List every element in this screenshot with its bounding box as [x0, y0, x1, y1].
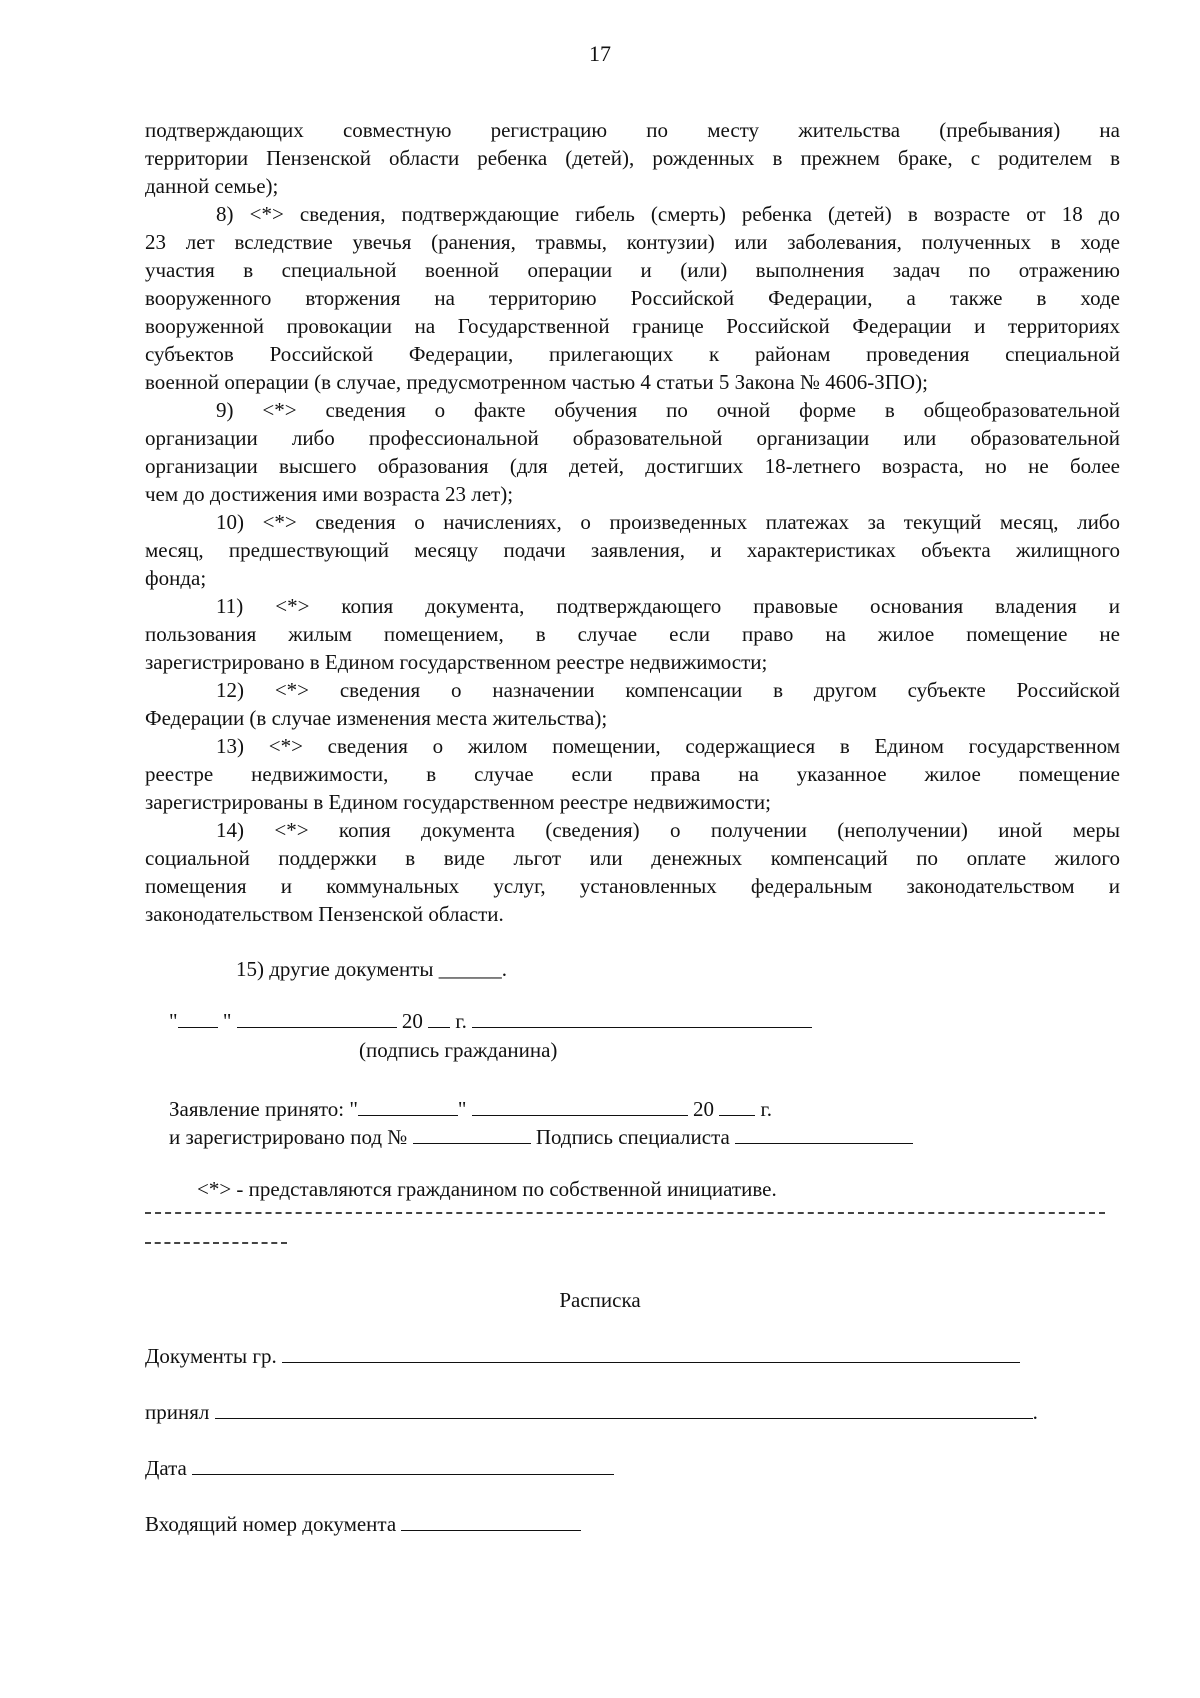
- text-line: фонда;: [145, 566, 207, 590]
- accepted-close-quote: ": [457, 1097, 467, 1121]
- text-line: вооруженного вторжения на территорию Российской Федерации, а также в ходе: [145, 286, 1120, 310]
- documents-citizen-blank[interactable]: [282, 1342, 1020, 1363]
- text-line: военной операции (в случае, предусмотренном частью 4 статьи 5 Закона № 4606-ЗПО);: [145, 370, 928, 394]
- text-line: данной семье);: [145, 174, 279, 198]
- receipt-accepted-line: [145, 1398, 1038, 1426]
- paragraph-11: [145, 592, 1120, 676]
- receipt-title: Расписка: [559, 1288, 641, 1312]
- accepted-day-blank[interactable]: [358, 1095, 458, 1116]
- incoming-number-blank[interactable]: [401, 1510, 581, 1531]
- date-label: Дата: [145, 1456, 187, 1480]
- specialist-signature-blank[interactable]: [735, 1123, 913, 1144]
- documents-label: Документы гр.: [145, 1344, 277, 1368]
- text-line: законодательством Пензенской области.: [145, 902, 504, 926]
- other-documents-line: 15) другие документы ______.: [236, 957, 508, 981]
- year-blank[interactable]: [428, 1007, 450, 1028]
- footnote-text: <*> - представляются гражданином по собственной инициативе.: [197, 1177, 777, 1201]
- registered-label: и зарегистрировано под №: [169, 1125, 408, 1149]
- text-line: субъектов Российской Федерации, прилегающих к районам проведения специальной: [145, 342, 1120, 366]
- accepted-month-blank[interactable]: [472, 1095, 688, 1116]
- signature-caption: (подпись гражданина): [359, 1038, 558, 1062]
- text-line: 23 лет вследствие увечья (ранения, травмы, контузии) или заболевания, полученных в ходе: [145, 230, 1120, 254]
- text-line: социальной поддержки в виде льгот или денежных компенсаций по оплате жилого: [145, 846, 1120, 870]
- text-line: пользования жилым помещением, в случае если право на жилое помещение не: [145, 622, 1120, 646]
- receipt-date-line: [145, 1454, 614, 1482]
- text-line: 11) <*> копия документа, подтверждающего правовые основания владения и: [216, 594, 1120, 618]
- dashed-separator-tail: [145, 1242, 287, 1244]
- receipt-documents-line: [145, 1342, 1020, 1370]
- month-blank[interactable]: [237, 1007, 397, 1028]
- text-line: 10) <*> сведения о начислениях, о произведенных платежах за текущий месяц, либо: [216, 510, 1120, 534]
- text-line: вооруженной провокации на Государственной границе Российской Федерации и территориях: [145, 314, 1120, 338]
- accepted-year-blank[interactable]: [719, 1095, 755, 1116]
- paragraph-8: [145, 200, 1120, 396]
- accepted-by-end: .: [1032, 1400, 1038, 1424]
- signature-line: [169, 1007, 812, 1035]
- text-line: чем до достижения ими возраста 23 лет);: [145, 482, 514, 506]
- paragraph-7-continuation: [145, 116, 1120, 200]
- open-quote: ": [169, 1009, 178, 1033]
- date-blank[interactable]: [192, 1454, 614, 1475]
- text-line: 9) <*> сведения о факте обучения по очной форме в общеобразовательной: [216, 398, 1120, 422]
- accepted-by-blank[interactable]: [215, 1398, 1033, 1419]
- paragraph-9: [145, 396, 1120, 508]
- text-line: подтверждающих совместную регистрацию по месту жительства (пребывания) на: [145, 118, 1120, 142]
- year-prefix: 20: [401, 1009, 423, 1033]
- registration-number-blank[interactable]: [413, 1123, 531, 1144]
- text-line: Федерации (в случае изменения места жительства);: [145, 706, 608, 730]
- accepted-year-prefix: 20: [693, 1097, 714, 1121]
- paragraph-10: [145, 508, 1120, 592]
- text-line: реестре недвижимости, в случае если права на указанное жилое помещение: [145, 762, 1120, 786]
- citizen-signature-blank[interactable]: [472, 1007, 812, 1028]
- accepted-year-suffix: г.: [760, 1097, 772, 1121]
- year-suffix: г.: [455, 1009, 467, 1033]
- text-line: территории Пензенской области ребенка (детей), рожденных в прежнем браке, с родителем в: [145, 146, 1120, 170]
- text-line: зарегистрированы в Едином государственном реестре недвижимости;: [145, 790, 771, 814]
- acceptance-line: [169, 1095, 772, 1123]
- text-line: организации либо профессиональной образовательной организации или образовательной: [145, 426, 1120, 450]
- receipt-incoming-line: [145, 1510, 581, 1538]
- accepted-by-label: принял: [145, 1400, 210, 1424]
- specialist-label: Подпись специалиста: [535, 1125, 730, 1149]
- incoming-number-label: Входящий номер документа: [145, 1512, 397, 1536]
- paragraph-12: [145, 676, 1120, 732]
- accepted-label: Заявление принято: ": [169, 1097, 358, 1121]
- paragraph-14: [145, 816, 1120, 928]
- day-blank[interactable]: [178, 1007, 218, 1028]
- registration-line: [169, 1123, 913, 1151]
- text-line: зарегистрировано в Едином государственном реестре недвижимости;: [145, 650, 768, 674]
- text-line: 13) <*> сведения о жилом помещении, содержащиеся в Едином государственном: [216, 734, 1120, 758]
- close-quote: ": [222, 1009, 232, 1033]
- text-line: помещения и коммунальных услуг, установленных федеральным законодательством и: [145, 874, 1120, 898]
- text-line: участия в специальной военной операции и (или) выполнения задач по отражению: [145, 258, 1120, 282]
- text-line: 14) <*> копия документа (сведения) о получении (неполучении) иной меры: [216, 818, 1120, 842]
- dashed-separator: [145, 1212, 1105, 1214]
- text-line: месяц, предшествующий месяцу подачи заявления, и характеристиках объекта жилищного: [145, 538, 1120, 562]
- text-line: 8) <*> сведения, подтверждающие гибель (смерть) ребенка (детей) в возрасте от 18 до: [216, 202, 1120, 226]
- page-number: 17: [589, 41, 611, 66]
- text-line: организации высшего образования (для детей, достигших 18-летнего возраста, но не более: [145, 454, 1120, 478]
- document-body: [145, 116, 1120, 928]
- paragraph-13: [145, 732, 1120, 816]
- text-line: 12) <*> сведения о назначении компенсации в другом субъекте Российской: [216, 678, 1120, 702]
